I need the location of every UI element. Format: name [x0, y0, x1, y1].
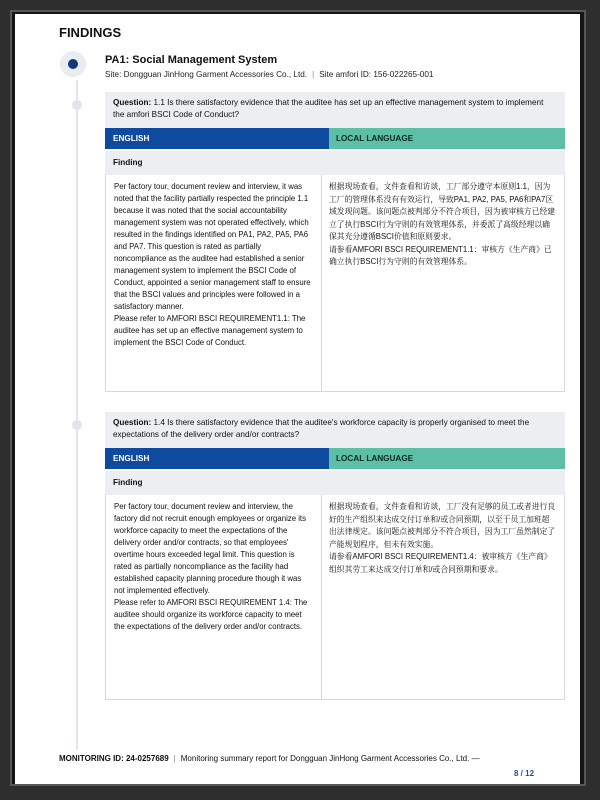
site-amfori-id: Site amfori ID: 156-022265-001 — [319, 70, 434, 79]
finding-label: Finding — [105, 471, 565, 495]
footer-summary: Monitoring summary report for Dongguan JinHong Garment Accessories Co., Ltd. — [180, 754, 470, 763]
local-language-header: LOCAL LANGUAGE — [329, 128, 565, 149]
local-finding-text: 根据现场查看，文件查看和访谈，工厂部分遵守本原则1.1，因为工厂的管理体系没有有效运行，导致PA1, PA2, PA5, PA6和PA7区域发现问题。该问题点被判部分不符合项目，因为被审核方已经建立了执行BSCI行为守则的有效管理体系，并委派了高级经理以确保其充分遵循BSCI价值和原则要求。 — [329, 182, 556, 241]
footer-separator: | — [173, 754, 176, 763]
pa-site-info — [105, 70, 433, 79]
english-header: ENGLISH — [105, 128, 329, 149]
footer-dash: — — [471, 754, 480, 763]
english-finding-reference: Please refer to AMFORI BSCI REQUIREMENT1.1: The auditee has set up an effective management system to implement the BSCI Code of Conduct. — [114, 314, 306, 347]
monitoring-id: MONITORING ID: 24-0257689 — [59, 754, 169, 763]
english-finding-text: Per factory tour, document review and interview, the factory did not recruit enough employees or organize its workforce capacity to meet the expectations of the delivery order and/or contracts, so that employees' overtime hours exceeded legal limit. This question is rated as partially noncompliance as the facility had established capacity planning procedure though it was not implemented effectively. — [114, 502, 306, 595]
question-card — [105, 92, 565, 392]
question-text: 1.1 Is there satisfactory evidence that the auditee has set up an effective management system to implement the amfori BSCI Code of Conduct? — [113, 98, 544, 119]
language-header-row — [105, 128, 565, 149]
timeline-line — [76, 80, 78, 750]
question-prefix: Question: — [113, 418, 152, 427]
finding-label: Finding — [105, 151, 565, 175]
section-title: FINDINGS — [59, 25, 122, 40]
question-card — [105, 412, 565, 700]
local-finding — [322, 495, 564, 699]
report-page — [15, 14, 580, 784]
local-finding-text: 根据现场查看，文件查看和访谈，工厂没有足够的员工或者进行良好的生产组织来达成交付订单和/或合同预期，以至于员工加班超出法律规定。该问题点被判部分不符合项目，因为工厂虽然制定了产能规划程序，但未有效实施。 — [329, 502, 556, 549]
page-number: 8 / 12 — [514, 769, 535, 778]
page-footer — [59, 754, 539, 763]
pa-title: PA1: Social Management System — [105, 54, 278, 66]
question-header — [105, 412, 565, 448]
site-separator: | — [312, 70, 315, 79]
pa-marker-dot — [68, 59, 78, 69]
english-finding-text: Per factory tour, document review and interview, it was noted that the facility partially respected the principle 1.1 because it was noted that the social accountability management system was not operated effectively, which resulted in the findings identified on PA1, PA2, PA5, PA6 and PA7. This question is rated as partially noncompliance as the auditee had established a senior management system to implement the BSCI Code of Conduct, appointed a senior management staff to ensure that the BSCI values and principles were followed in a satisfactory manner. — [114, 182, 311, 311]
question-text: 1.4 Is there satisfactory evidence that the auditee's workforce capacity is properly organised to meet the expectations of the delivery order and/or contracts? — [113, 418, 530, 439]
question-header — [105, 92, 565, 128]
site-name: Site: Dongguan JinHong Garment Accessories Co., Ltd. — [105, 70, 308, 79]
local-finding-reference: 请参看AMFORI BSCI REQUIREMENT1.1：审核方《生产商》已确立执行BSCI行为守则的有效管理体系。 — [329, 244, 552, 266]
pa-marker-icon — [60, 51, 86, 77]
local-language-header: LOCAL LANGUAGE — [329, 448, 565, 469]
english-finding — [106, 175, 322, 391]
finding-body — [105, 495, 565, 700]
question-marker-icon — [72, 100, 82, 110]
question-prefix: Question: — [113, 98, 152, 107]
english-finding-reference: Please refer to AMFORI BSCI REQUIREMENT 1.4: The auditee should organize its workforce capacity to meet the expectations of the delivery order and/or contracts. — [114, 598, 308, 631]
finding-body — [105, 175, 565, 392]
question-marker-icon — [72, 420, 82, 430]
english-finding — [106, 495, 322, 699]
local-finding-reference: 请参看AMFORI BSCI REQUIREMENT1.4：被审核方《生产商》组织其劳工来达成交付订单和/或合同预期和要求。 — [329, 552, 552, 574]
local-finding — [322, 175, 564, 391]
language-header-row — [105, 448, 565, 469]
english-header: ENGLISH — [105, 448, 329, 469]
